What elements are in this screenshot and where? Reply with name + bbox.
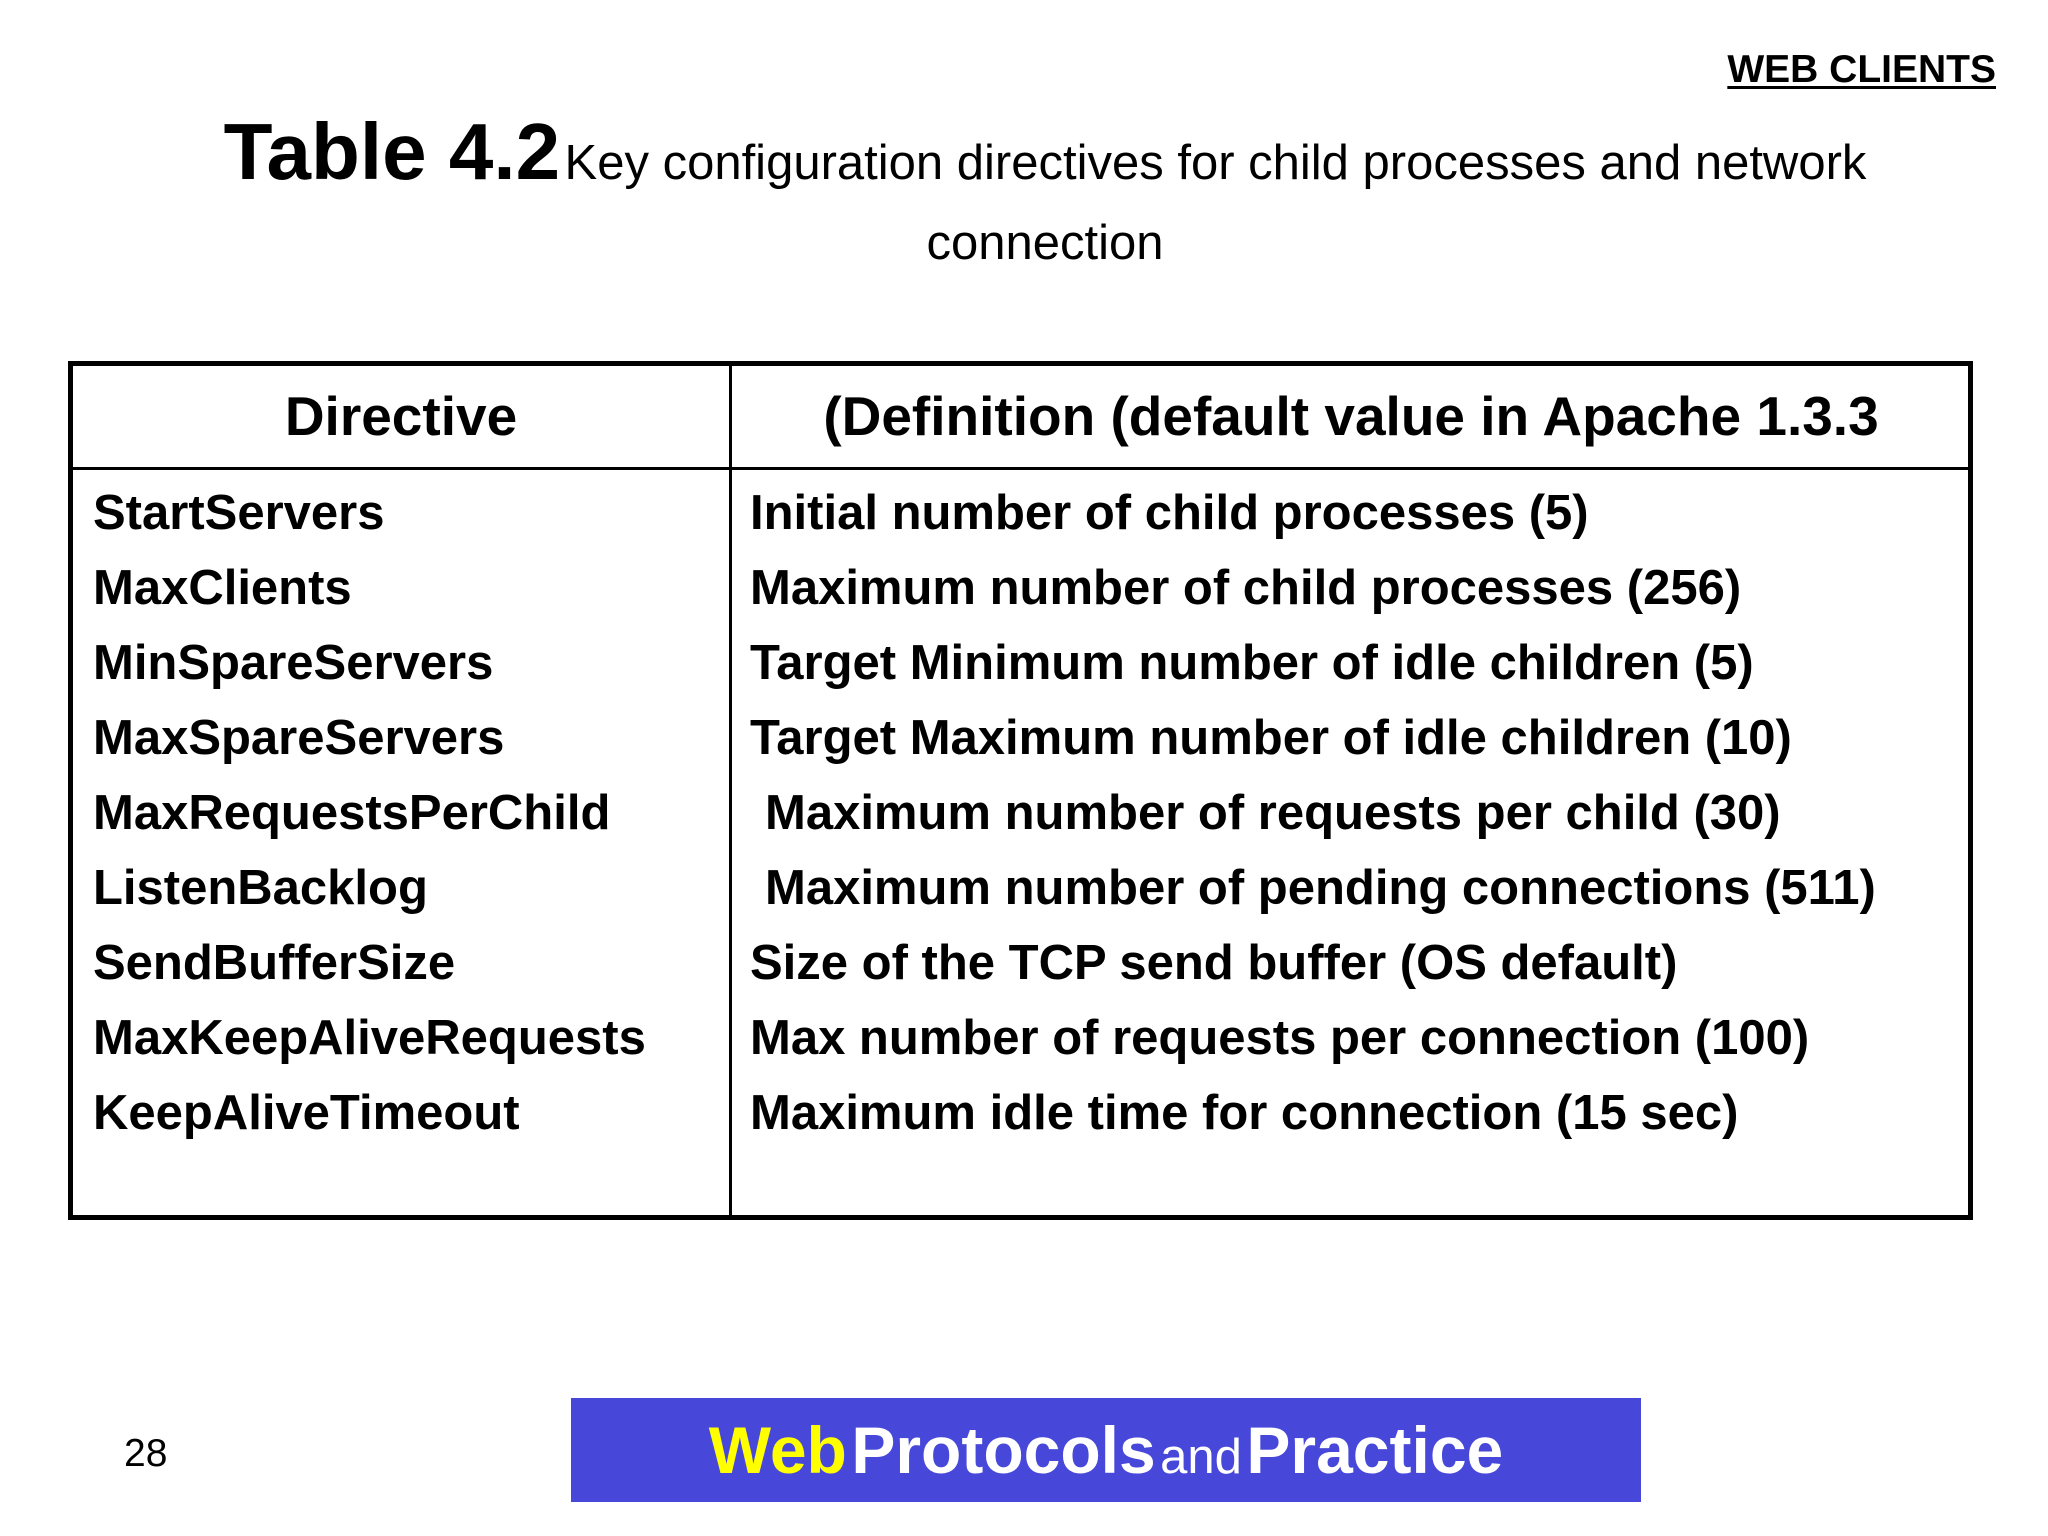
definition-cell: Initial number of child processes (5) [750,486,1589,540]
page-number: 28 [124,1432,168,1475]
footer-banner [571,1398,1641,1502]
table-number: Table 4.2 [223,107,561,196]
banner-word-web: Web [708,1413,847,1487]
table-row [73,1008,1968,1083]
definition-cell: Max number of requests per connection (100) [750,1011,1810,1065]
definition-cell: Target Maximum number of idle children (10) [750,711,1792,765]
table-title [120,107,1970,289]
column-header-directive: Directive [284,385,518,447]
table-body [73,483,1968,1158]
banner-word-protocols: Protocols [851,1413,1156,1487]
definition-cell: Size of the TCP send buffer (OS default) [750,936,1678,990]
definition-cell: Maximum number of requests per child (30) [765,786,1781,840]
table-row [73,708,1968,783]
column-header-definition: (Definition (default value in Apache 1.3.3 [823,385,1879,447]
banner-word-practice: Practice [1246,1413,1504,1487]
definition-cell: Target Minimum number of idle children (5) [750,636,1754,690]
section-header: WEB CLIENTS [1727,48,1996,91]
table-row [73,558,1968,633]
table-row [73,633,1968,708]
directive-cell: MaxSpareServers [93,711,505,765]
directive-cell: MaxClients [93,561,352,615]
definition-cell: Maximum number of pending connections (511) [765,861,1876,915]
directive-cell: StartServers [93,486,385,540]
directive-cell: MaxKeepAliveRequests [93,1011,646,1065]
table-row [73,933,1968,1008]
table-row [73,858,1968,933]
table-caption: Key configuration directives for child processes and network connection [564,136,1867,270]
table-row [73,483,1968,558]
directive-cell: MinSpareServers [93,636,494,690]
definition-cell: Maximum number of child processes (256) [750,561,1742,615]
table-row [73,1083,1968,1158]
directive-cell: KeepAliveTimeout [93,1086,520,1140]
table-row [73,783,1968,858]
directive-cell: MaxRequestsPerChild [93,786,611,840]
definition-cell: Maximum idle time for connection (15 sec) [750,1086,1739,1140]
directive-cell: ListenBacklog [93,861,428,915]
directives-table [68,361,1973,1220]
directive-cell: SendBufferSize [93,936,456,990]
banner-word-and: and [1160,1430,1242,1484]
header-rule [73,467,1968,470]
